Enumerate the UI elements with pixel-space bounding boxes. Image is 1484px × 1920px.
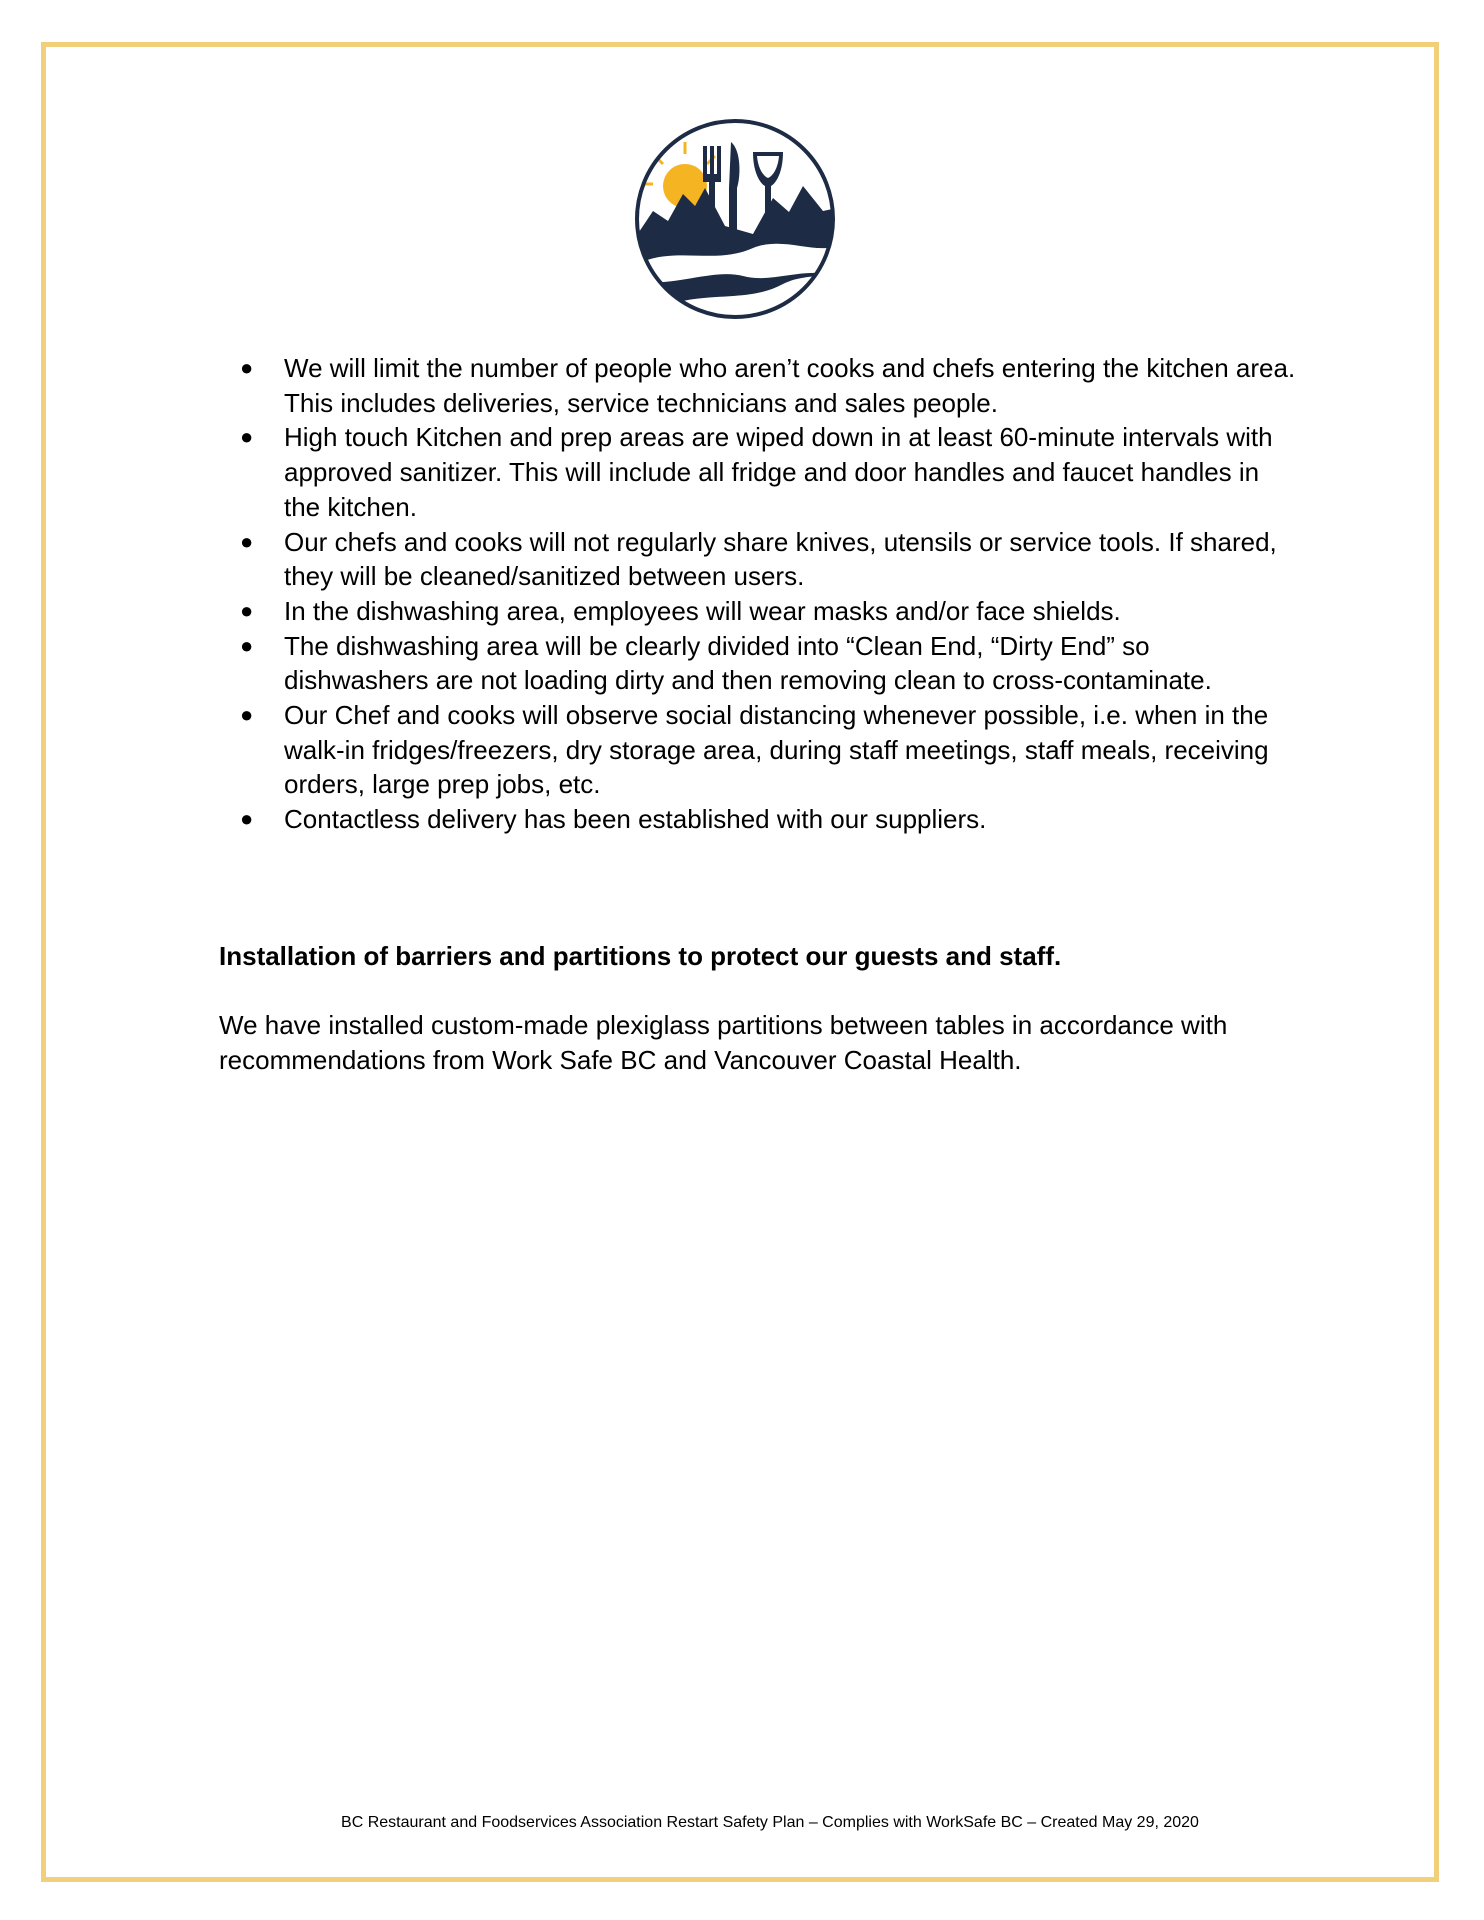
safety-bullet-list [240,351,1300,837]
list-item-text: Contactless delivery has been established with our suppliers. [284,804,987,835]
list-item [240,698,1300,802]
bullet-icon: ● [240,355,254,380]
page-footer: BC Restaurant and Foodservices Association Restart Safety Plan – Complies with WorkSafe BC – Created May 29, 2020 [341,1814,1199,1831]
bullet-icon: ● [240,528,254,554]
bullet-icon: ● [240,702,254,728]
section-heading: Installation of barriers and partitions to protect our guests and staff. [219,941,1062,971]
list-item [240,594,1300,629]
list-item [240,351,1300,420]
list-item [240,525,1300,594]
list-item-text: In the dishwashing area, employees will wear masks and/or face shields. [284,595,1121,626]
list-item-text: The dishwashing area will be clearly divided into “Clean End, “Dirty End” so dishwashers are not loading dirty and then removing clean to cross-contaminate. [284,630,1212,696]
list-item-text: Our chefs and cooks will not regularly share knives, utensils or service tools. If shared, they will be cleaned/sanitized between users. [284,526,1277,592]
list-item-text: Our Chef and cooks will observe social distancing whenever possible, i.e. when in the walk-in fridges/freezers, dry storage area, during staff meetings, staff meals, receiving orders, large prep jobs, etc. [284,700,1269,800]
restaurant-logo-icon [633,116,837,322]
list-item [240,420,1300,524]
bullet-icon: ● [240,424,254,450]
list-item [240,629,1300,698]
bullet-icon: ● [240,632,254,658]
bullet-icon: ● [240,597,254,623]
list-item-text: We will limit the number of people who aren’t cooks and chefs entering the kitchen area. This includes deliveries, service technicians and sales people. [284,353,1296,418]
section-paragraph: We have installed custom-made plexiglass partitions between tables in accordance with recommendations from Work Safe BC and Vancouver Coastal Health. [219,1010,1228,1075]
list-item [240,802,1300,837]
list-item-text: High touch Kitchen and prep areas are wiped down in at least 60-minute intervals with approved sanitizer. This will include all fridge and door handles and faucet handles in the kitchen. [284,422,1273,522]
bullet-icon: ● [240,806,254,832]
